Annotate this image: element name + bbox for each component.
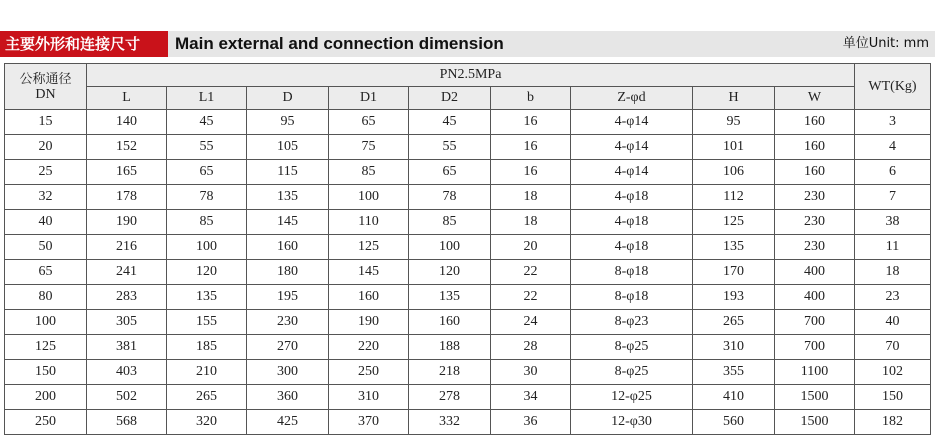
column-header: L1 [167,87,247,110]
table-cell: 135 [693,235,775,260]
table-cell: 410 [693,385,775,410]
table-cell: 195 [247,285,329,310]
table-row [5,260,931,285]
table-cell: 85 [409,210,491,235]
column-header: D1 [329,87,409,110]
table-cell: 230 [775,210,855,235]
table-cell: 55 [167,135,247,160]
table-cell: 230 [775,235,855,260]
table-cell: 700 [775,310,855,335]
table-cell: 160 [247,235,329,260]
table-cell: 188 [409,335,491,360]
table-cell: 4-φ18 [571,185,693,210]
table-cell: 45 [167,110,247,135]
dn-header [5,64,87,110]
header-row-top [5,64,931,87]
table-cell: 18 [855,260,931,285]
table-cell: 210 [167,360,247,385]
table-cell: 95 [693,110,775,135]
table-cell: 22 [491,285,571,310]
table-cell: 125 [5,335,87,360]
table-cell: 135 [409,285,491,310]
table-cell: 403 [87,360,167,385]
title-english: Main external and connection dimension [175,34,504,53]
table-cell: 4-φ14 [571,135,693,160]
table-cell: 140 [87,110,167,135]
table-cell: 216 [87,235,167,260]
table-cell: 125 [329,235,409,260]
table-cell: 355 [693,360,775,385]
table-cell: 310 [693,335,775,360]
table-cell: 101 [693,135,775,160]
table-cell: 12-φ30 [571,410,693,435]
table-cell: 250 [5,410,87,435]
table-cell: 125 [693,210,775,235]
table-cell: 95 [247,110,329,135]
column-header: W [775,87,855,110]
table-cell: 265 [693,310,775,335]
table-cell: 160 [409,310,491,335]
table-row [5,310,931,335]
table-cell: 4 [855,135,931,160]
table-cell: 65 [409,160,491,185]
table-cell: 180 [247,260,329,285]
table-cell: 4-φ14 [571,160,693,185]
table-cell: 241 [87,260,167,285]
table-cell: 110 [329,210,409,235]
table-cell: 65 [167,160,247,185]
dimension-table [4,63,931,435]
table-cell: 218 [409,360,491,385]
table-cell: 700 [775,335,855,360]
table-cell: 278 [409,385,491,410]
table-cell: 40 [855,310,931,335]
table-cell: 112 [693,185,775,210]
table-cell: 50 [5,235,87,260]
table-cell: 8-φ23 [571,310,693,335]
table-cell: 6 [855,160,931,185]
table-row [5,360,931,385]
table-cell: 160 [775,135,855,160]
table-cell: 40 [5,210,87,235]
table-row [5,135,931,160]
table-cell: 4-φ18 [571,210,693,235]
table-cell: 320 [167,410,247,435]
pressure-header: PN2.5MPa [87,64,855,87]
table-cell: 15 [5,110,87,135]
table-cell: 182 [855,410,931,435]
table-cell: 85 [329,160,409,185]
table-cell: 8-φ18 [571,285,693,310]
table-cell: 265 [167,385,247,410]
table-row [5,335,931,360]
table-row [5,160,931,185]
table-cell: 8-φ25 [571,360,693,385]
table-cell: 150 [855,385,931,410]
table-cell: 8-φ18 [571,260,693,285]
weight-header: WT(Kg) [855,64,931,110]
table-row [5,285,931,310]
table-cell: 332 [409,410,491,435]
table-cell: 11 [855,235,931,260]
table-cell: 100 [167,235,247,260]
table-cell: 100 [329,185,409,210]
table-cell: 102 [855,360,931,385]
table-cell: 70 [855,335,931,360]
table-cell: 270 [247,335,329,360]
table-cell: 20 [491,235,571,260]
table-cell: 360 [247,385,329,410]
column-header: Z-φd [571,87,693,110]
table-cell: 502 [87,385,167,410]
table-cell: 155 [167,310,247,335]
table-cell: 75 [329,135,409,160]
table-cell: 78 [409,185,491,210]
table-cell: 425 [247,410,329,435]
table-cell: 7 [855,185,931,210]
table-cell: 22 [491,260,571,285]
table-row [5,235,931,260]
table-cell: 4-φ18 [571,235,693,260]
table-row [5,385,931,410]
table-cell: 300 [247,360,329,385]
table-cell: 250 [329,360,409,385]
dn-header-zh: 公称通径 [19,71,72,87]
table-cell: 185 [167,335,247,360]
table-cell: 193 [693,285,775,310]
table-cell: 32 [5,185,87,210]
table-cell: 16 [491,135,571,160]
table-cell: 18 [491,185,571,210]
table-row [5,210,931,235]
table-row [5,110,931,135]
table-cell: 16 [491,110,571,135]
table-body [5,110,931,435]
table-cell: 23 [855,285,931,310]
table-cell: 1500 [775,410,855,435]
table-cell: 165 [87,160,167,185]
table-cell: 55 [409,135,491,160]
table-cell: 106 [693,160,775,185]
title-bar [0,31,935,57]
table-cell: 178 [87,185,167,210]
table-cell: 16 [491,160,571,185]
table-header [5,64,931,110]
table-cell: 160 [775,110,855,135]
table-cell: 400 [775,260,855,285]
table-cell: 152 [87,135,167,160]
table-cell: 145 [329,260,409,285]
table-cell: 230 [775,185,855,210]
table-cell: 100 [5,310,87,335]
column-header: L [87,87,167,110]
table-cell: 120 [409,260,491,285]
table-cell: 115 [247,160,329,185]
table-cell: 370 [329,410,409,435]
table-cell: 24 [491,310,571,335]
table-cell: 283 [87,285,167,310]
table-cell: 400 [775,285,855,310]
table-cell: 45 [409,110,491,135]
table-cell: 28 [491,335,571,360]
table-cell: 1500 [775,385,855,410]
table-cell: 80 [5,285,87,310]
table-cell: 160 [775,160,855,185]
table-cell: 560 [693,410,775,435]
table-cell: 65 [329,110,409,135]
table-cell: 34 [491,385,571,410]
column-header: D2 [409,87,491,110]
table-cell: 1100 [775,360,855,385]
table-cell: 310 [329,385,409,410]
table-cell: 105 [247,135,329,160]
table-cell: 145 [247,210,329,235]
table-cell: 18 [491,210,571,235]
table-cell: 120 [167,260,247,285]
table-cell: 20 [5,135,87,160]
table-cell: 25 [5,160,87,185]
table-cell: 200 [5,385,87,410]
title-chinese: 主要外形和连接尺寸 [0,31,168,57]
table-cell: 305 [87,310,167,335]
table-cell: 220 [329,335,409,360]
table-cell: 36 [491,410,571,435]
table-cell: 568 [87,410,167,435]
dn-header-en: DN [35,86,56,102]
unit-label: 单位Unit: mm [842,36,929,51]
table-cell: 30 [491,360,571,385]
table-cell: 78 [167,185,247,210]
table-cell: 8-φ25 [571,335,693,360]
table-cell: 190 [329,310,409,335]
table-cell: 38 [855,210,931,235]
table-cell: 135 [167,285,247,310]
table-cell: 100 [409,235,491,260]
table-row [5,410,931,435]
table-row [5,185,931,210]
table-cell: 12-φ25 [571,385,693,410]
table-cell: 190 [87,210,167,235]
table-cell: 160 [329,285,409,310]
table-cell: 230 [247,310,329,335]
table-cell: 170 [693,260,775,285]
table-cell: 150 [5,360,87,385]
header-row-columns [5,87,931,110]
table-cell: 85 [167,210,247,235]
table-cell: 381 [87,335,167,360]
table-cell: 3 [855,110,931,135]
table-cell: 4-φ14 [571,110,693,135]
table-cell: 135 [247,185,329,210]
table-cell: 65 [5,260,87,285]
column-header: b [491,87,571,110]
column-header: H [693,87,775,110]
column-header: D [247,87,329,110]
